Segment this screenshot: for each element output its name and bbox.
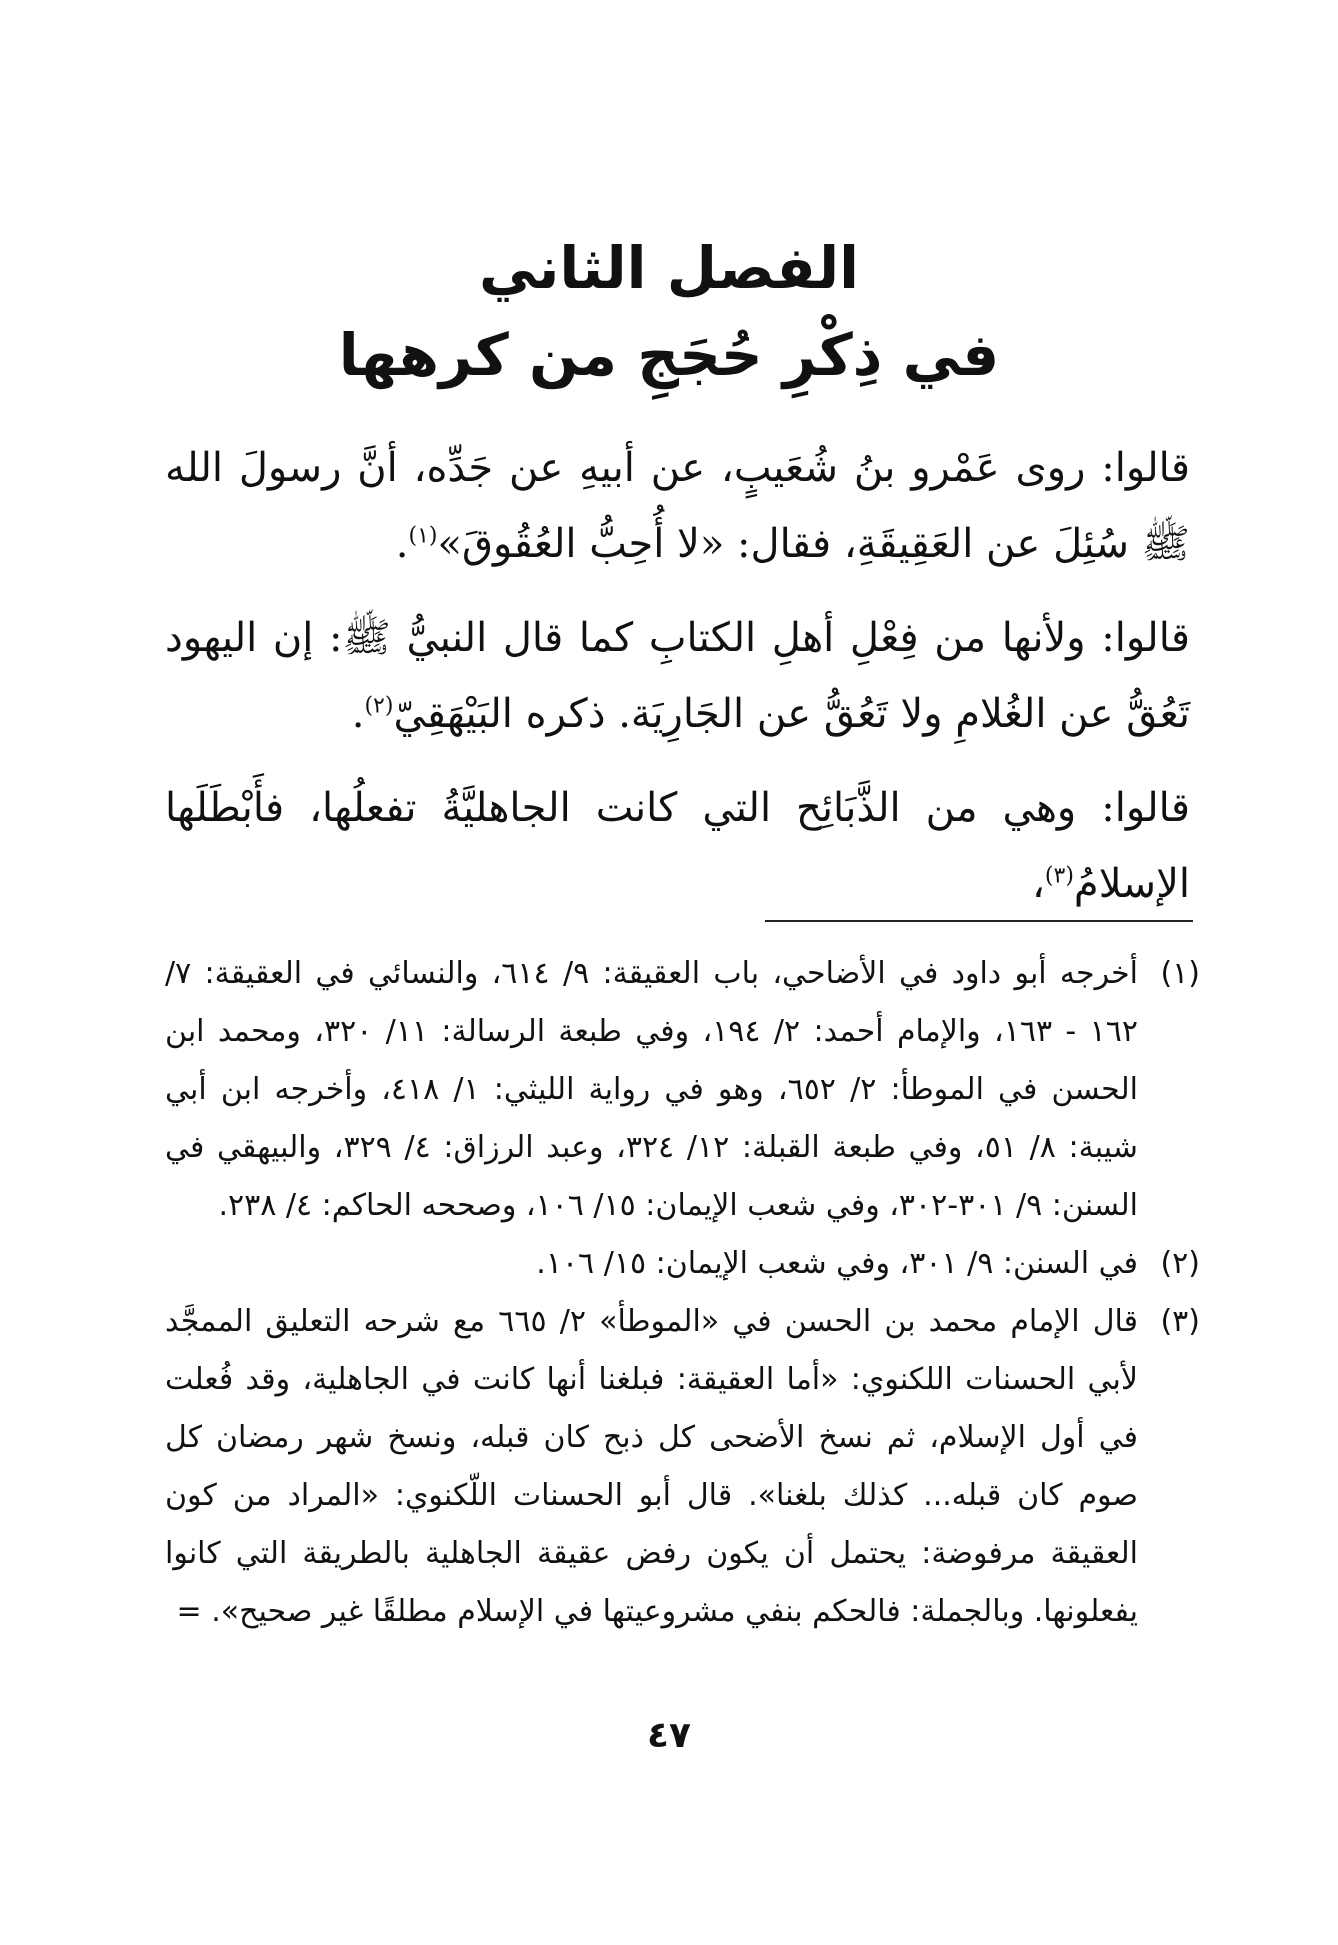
footnote-text: أخرجه أبو داود في الأضاحي، باب العقيقة: ٩/ ٦١٤، والنسائي في العقيقة: ٧/ ١٦٢ - ١٦٣، والإمام أحمد: ٢/ ١٩٤، وفي طبعة الرسالة: ١١/ ٣٢٠، ومحمد ابن الحسن في الموطأ: ٢/ ٦٥٢، وهو في رواية الليثي: ١/ ٤١٨، وأخرجه ابن أبي شيبة: ٨/ ٥١، وفي طبعة القبلة: ١٢/ ٣٢٤، وعبد الرزاق: ٤/ ٣٢٩، والبيهقي في السنن: ٩/ ٣٠١-٣٠٢، وفي شعب الإيمان: ١٥/ ١٠٦، وصححه الحاكم: ٤/ ٢٣٨.: [165, 956, 1138, 1223]
footnote-ref-3: (٣): [1044, 863, 1074, 889]
paragraph-2: [165, 600, 1190, 752]
paragraph-3: [165, 770, 1190, 922]
main-text: [165, 430, 1190, 940]
page-number: ٤٧: [647, 1715, 691, 1756]
paragraph-text: قالوا: ولأنها من فِعْلِ أهلِ الكتابِ كما قال النبيُّ ﷺ: إن اليهود تَعُقُّ عن الغُلامِ ولا تَعُقُّ عن الجَارِيَة. ذكره البَيْهَقِيّ: [165, 615, 1190, 737]
chapter-subtitle: في ذِكْرِ حُجَجِ من كرهها: [338, 321, 1000, 389]
footnote-number: (٣): [1160, 1304, 1200, 1339]
footnote-ref-1: (١): [408, 523, 438, 549]
footnote-number: (٢): [1160, 1246, 1200, 1281]
footnote-2: [165, 1235, 1200, 1293]
chapter-title: الفصل الثاني: [478, 234, 860, 302]
paragraph-text: قالوا: روى عَمْرو بنُ شُعَيبٍ، عن أبيهِ عن جَدِّه، أنَّ رسولَ الله ﷺ سُئِلَ عن العَقِيقَةِ، فقال: «لا أُحِبُّ العُقُوقَ»: [165, 445, 1190, 567]
paragraph-end: .: [395, 521, 409, 567]
footnote-1: [165, 945, 1200, 1235]
footnote-ref-2: (٢): [364, 693, 394, 719]
paragraph-end: ،: [1031, 861, 1045, 907]
footnote-text: في السنن: ٩/ ٣٠١، وفي شعب الإيمان: ١٥/ ١٠٦.: [536, 1246, 1138, 1281]
footnote-number: (١): [1160, 956, 1200, 991]
paragraph-end: .: [351, 691, 365, 737]
paragraph-1: [165, 430, 1190, 582]
footnotes: [165, 945, 1200, 1641]
paragraph-text: قالوا: وهي من الذَّبَائِح التي كانت الجاهليَّةُ تفعلُها، فأَبْطَلَها الإسلامُ: [165, 785, 1190, 907]
footnote-3: [165, 1293, 1200, 1641]
footnote-separator: [765, 920, 1193, 922]
footnote-text: قال الإمام محمد بن الحسن في «الموطأ» ٢/ ٦٦٥ مع شرحه التعليق الممجَّد لأبي الحسنات اللكنوي: «أما العقيقة: فبلغنا أنها كانت في الجاهلية، وقد فُعلت في أول الإسلام، ثم نسخ الأضحى كل ذبح كان قبله، ونسخ شهر رمضان كل صوم كان قبله... كذلك بلغنا». قال أبو الحسنات اللّكنوي: «المراد من كون العقيقة مرفوضة: يحتمل أن يكون رفض عقيقة الجاهلية بالطريقة التي كانوا يفعلونها. وبالجملة: فالحكم بنفي مشروعيتها في الإسلام مطلقًا غير صحيح». =: [165, 1304, 1139, 1629]
